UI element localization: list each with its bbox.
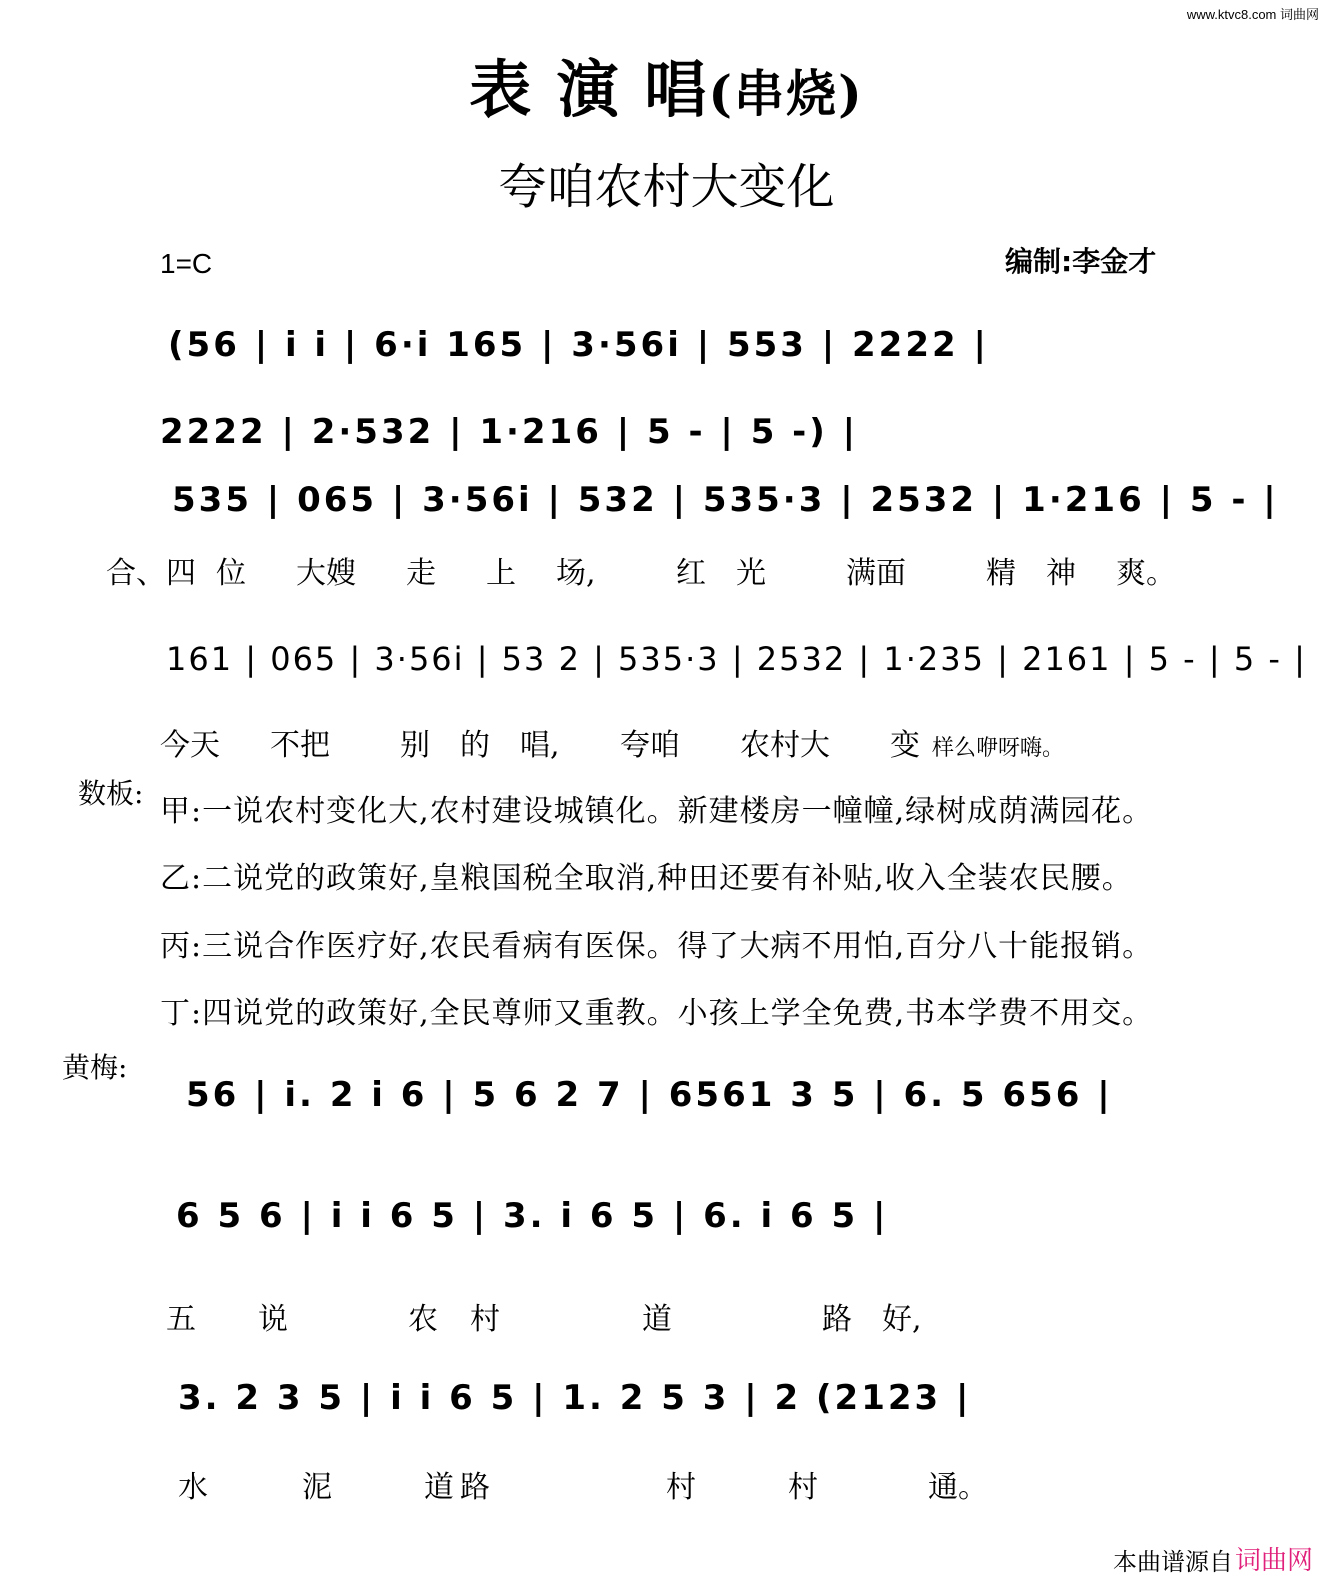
lyric-syllable: 场, — [556, 556, 596, 591]
lyric-syllable: 农村大 — [740, 728, 830, 763]
lyric-syllable: 五 — [166, 1302, 196, 1337]
lyric-syllable: 红 — [676, 556, 706, 591]
lyric-syllable: 位 — [216, 556, 246, 591]
page-subtitle: 夸咱农村大变化 — [498, 159, 835, 215]
lyric-syllable: 泥 — [302, 1470, 332, 1505]
huangmei-notation-line-2: 6 5 6 | i i 6 5 | 3. i 6 5 | 6. i 6 5 | — [176, 1196, 889, 1236]
lyric-syllable: 夸咱 — [620, 728, 680, 763]
intro-notation-line-2: 2222 | 2·532 | 1·216 | 5 - | 5 -) | — [160, 412, 859, 452]
lyric-syllable: 农 — [408, 1302, 438, 1337]
lyric-syllable: 精 — [986, 556, 1016, 591]
lyric-syllable: 道 — [642, 1302, 672, 1337]
lyric-syllable: 不把 — [270, 728, 330, 763]
lyric-syllable: 好, — [882, 1302, 922, 1337]
huangmei-lyrics-2 — [166, 1294, 1066, 1338]
verse1-notation: 535 | 065 | 3·56i | 532 | 535·3 | 2532 | 1·216 | 5 - | — [172, 480, 1279, 520]
shuban-line-2: 乙:二说党的政策好,皇粮国税全取消,种田还要有补贴,收入全装农民腰。 — [160, 861, 1133, 896]
lyric-syllable: 光 — [736, 556, 766, 591]
lyric-syllable: 唱, — [520, 728, 560, 763]
lyric-syllable: 满面 — [846, 556, 906, 591]
shuban-line-3: 丙:三说合作医疗好,农民看病有医保。得了大病不用怕,百分八十能报销。 — [160, 929, 1154, 964]
verse2-notation: 161 | 065 | 3·56i | 53 2 | 535·3 | 2532 | 1·235 | 2161 | 5 - | 5 - | — [166, 640, 1307, 678]
verse1-lyrics — [106, 548, 1186, 592]
lyric-syllable: 的 — [460, 728, 490, 763]
site-watermark: www.ktvc8.com 词曲网 — [1186, 7, 1319, 22]
author: 编制:李金才 — [1005, 245, 1157, 278]
verse2-lyrics — [160, 720, 1160, 764]
lyric-syllable: 变 — [890, 728, 920, 763]
key-signature: 1=C — [160, 248, 213, 279]
lyric-syllable: 路 — [460, 1470, 490, 1505]
lyric-syllable: 水 — [178, 1470, 208, 1505]
lyric-syllable: 村 — [470, 1302, 500, 1337]
lyric-syllable: 大嫂 — [296, 556, 356, 591]
lyric-syllable: 爽。 — [1116, 556, 1176, 591]
lyric-syllable: 上 — [486, 556, 516, 591]
shuban-label: 数板: — [78, 777, 144, 810]
page-title — [0, 40, 1333, 129]
lyric-syllable: 村 — [666, 1470, 696, 1505]
huangmei-notation-line-1: 56 | i. 2 i 6 | 5 6 2 7 | 6561 3 5 | 6. 5 656 | — [186, 1075, 1113, 1115]
footer-site-link[interactable]: 词曲网 — [1234, 1546, 1313, 1576]
lyric-syllable: 说 — [258, 1302, 288, 1337]
lyric-syllable: 神 — [1046, 556, 1076, 591]
lyric-syllable: 道 — [424, 1470, 454, 1505]
title-main: 表 演 唱 — [469, 53, 709, 126]
huangmei-notation-line-3: 3. 2 3 5 | i i 6 5 | 1. 2 5 3 | 2 (2123 | — [178, 1378, 972, 1418]
lyric-syllable: 路 — [822, 1302, 852, 1337]
shuban-line-4: 丁:四说党的政策好,全民尊师又重教。小孩上学全免费,书本学费不用交。 — [160, 996, 1154, 1031]
lyric-syllable: 合、四 — [106, 556, 196, 591]
footer-source: 本曲谱源自 — [1113, 1548, 1233, 1576]
shuban-line-1: 甲:一说农村变化大,农村建设城镇化。新建楼房一幢幢,绿树成荫满园花。 — [160, 794, 1154, 829]
lyric-syllable: 别 — [400, 728, 430, 763]
lyric-syllable: 通。 — [928, 1470, 988, 1505]
title-suffix: (串烧) — [708, 64, 864, 123]
huangmei-lyrics-3 — [178, 1462, 1078, 1506]
lyric-syllable: 走 — [406, 556, 436, 591]
lyric-syllable: 今天 — [160, 728, 220, 763]
huangmei-label: 黄梅: — [62, 1051, 128, 1084]
lyric-syllable: 样么咿呀嗨。 — [932, 736, 1065, 761]
lyric-syllable: 村 — [788, 1470, 818, 1505]
intro-notation-line-1: (56 | i i | 6·i 165 | 3·56i | 553 | 2222 | — [168, 325, 989, 365]
